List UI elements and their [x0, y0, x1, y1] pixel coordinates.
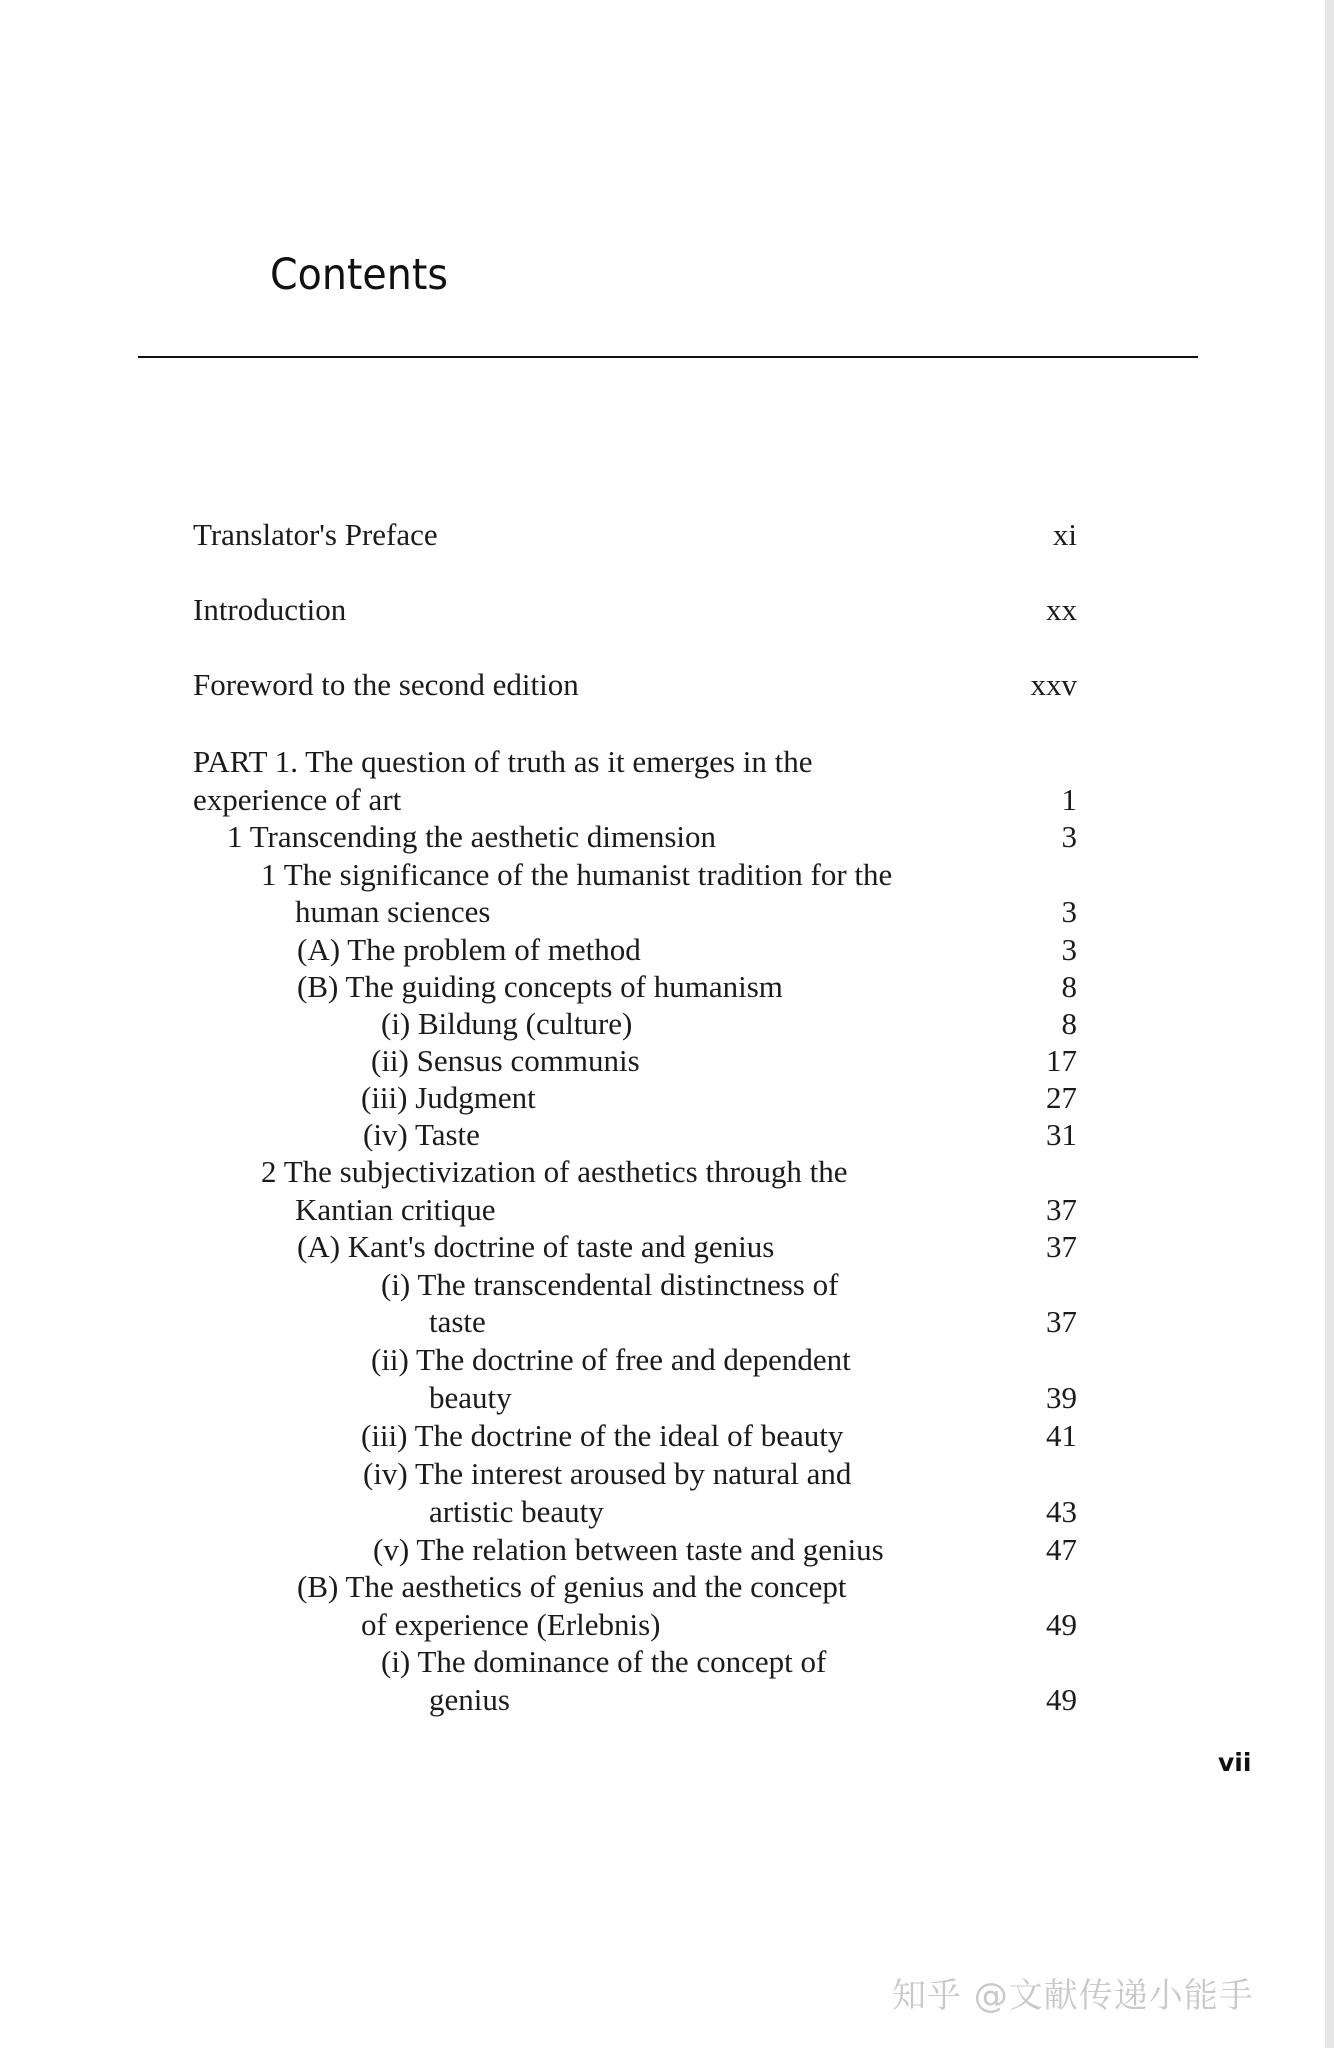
toc-page: 37: [1046, 1304, 1077, 1339]
toc-page: 17: [1046, 1043, 1077, 1078]
toc-entry: [0, 1005, 1334, 1043]
toc-entry: [0, 1153, 1334, 1191]
toc-page: 43: [1046, 1494, 1077, 1529]
toc-label: (i) The transcendental distinctness of: [381, 1267, 839, 1302]
toc-entry: [0, 931, 1334, 969]
toc-label: Translator's Preface: [193, 517, 438, 552]
toc-entry: [0, 893, 1334, 931]
toc-label: (v) The relation between taste and genius: [373, 1532, 884, 1567]
toc-page: xx: [1046, 592, 1077, 627]
toc-entry: [0, 666, 1334, 704]
toc-page: 27: [1046, 1080, 1077, 1115]
toc-page: 47: [1046, 1532, 1077, 1567]
toc-entry: [0, 1228, 1334, 1266]
toc-entry: [0, 1303, 1334, 1341]
toc-page: 8: [1061, 969, 1077, 1004]
toc-entry: [0, 818, 1334, 856]
toc-label: Kantian critique: [295, 1192, 496, 1227]
toc-entry: [0, 1455, 1334, 1493]
toc-page: 3: [1061, 932, 1077, 967]
toc-entry: [0, 743, 1334, 781]
toc-page: 31: [1046, 1117, 1077, 1152]
toc-page: 49: [1046, 1682, 1077, 1717]
toc-label: Introduction: [193, 592, 347, 627]
toc-page: xxv: [1030, 667, 1077, 702]
toc-entry: [0, 1079, 1334, 1117]
toc-entry: [0, 1191, 1334, 1229]
toc-entry: [0, 1042, 1334, 1080]
toc-label: artistic beauty: [429, 1494, 604, 1529]
toc-page: 37: [1046, 1192, 1077, 1227]
toc-label: (i) The dominance of the concept of: [381, 1644, 827, 1679]
toc-entry: [0, 968, 1334, 1006]
toc-label: beauty: [429, 1380, 512, 1415]
toc-page: 8: [1061, 1006, 1077, 1041]
toc-label: (B) The aesthetics of genius and the concept: [297, 1569, 847, 1604]
toc-entry: [0, 1681, 1334, 1719]
toc-entry: [0, 1266, 1334, 1304]
toc-label: Foreword to the second edition: [193, 667, 579, 702]
toc-page: 41: [1046, 1418, 1077, 1453]
page-title: Contents: [270, 250, 448, 300]
toc-label: (A) The problem of method: [297, 932, 641, 967]
toc-label: (i) Bildung (culture): [381, 1006, 633, 1041]
toc-label: human sciences: [295, 894, 491, 929]
toc-label: of experience (Erlebnis): [361, 1607, 661, 1642]
toc-entry: [0, 781, 1334, 819]
toc-entry: [0, 516, 1334, 554]
toc-page: 37: [1046, 1229, 1077, 1264]
toc-entry: [0, 1379, 1334, 1417]
toc-label: (B) The guiding concepts of humanism: [297, 969, 783, 1004]
toc-page: 3: [1061, 819, 1077, 854]
toc-label: experience of art: [193, 782, 402, 817]
toc-label: (A) Kant's doctrine of taste and genius: [297, 1229, 775, 1264]
toc-label: (iii) Judgment: [361, 1080, 536, 1115]
toc-label: (ii) The doctrine of free and dependent: [371, 1342, 851, 1377]
toc-page: 3: [1061, 894, 1077, 929]
toc-page: 39: [1046, 1380, 1077, 1415]
toc-entry: [0, 1643, 1334, 1681]
toc-label: 1 The significance of the humanist tradition for the: [261, 857, 893, 892]
toc-label: 2 The subjectivization of aesthetics through the: [261, 1154, 848, 1189]
toc-entry: [0, 1568, 1334, 1606]
toc-page: 49: [1046, 1607, 1077, 1642]
toc-label: (iv) The interest aroused by natural and: [363, 1456, 852, 1491]
toc-entry: [0, 1341, 1334, 1379]
toc-label: taste: [429, 1304, 486, 1339]
toc-entry: [0, 1116, 1334, 1154]
toc-entry: [0, 1531, 1334, 1569]
toc-label: (iv) Taste: [363, 1117, 480, 1152]
watermark: 知乎 @文献传递小能手: [892, 1976, 1254, 2016]
toc-entry: [0, 856, 1334, 894]
toc-label: genius: [429, 1682, 510, 1717]
toc-entry: [0, 1493, 1334, 1531]
toc-page: 1: [1061, 782, 1077, 817]
toc-label: PART 1. The question of truth as it emerges in the: [193, 744, 813, 779]
toc-entry: [0, 1606, 1334, 1644]
toc-entry: [0, 1417, 1334, 1455]
toc-entry: [0, 591, 1334, 629]
toc-label: 1 Transcending the aesthetic dimension: [227, 819, 717, 854]
toc-label: (ii) Sensus communis: [371, 1043, 640, 1078]
page-number: vii: [1218, 1748, 1252, 1777]
toc-label: (iii) The doctrine of the ideal of beauty: [361, 1418, 844, 1453]
title-rule: [138, 356, 1198, 358]
toc-page: xi: [1052, 517, 1077, 552]
